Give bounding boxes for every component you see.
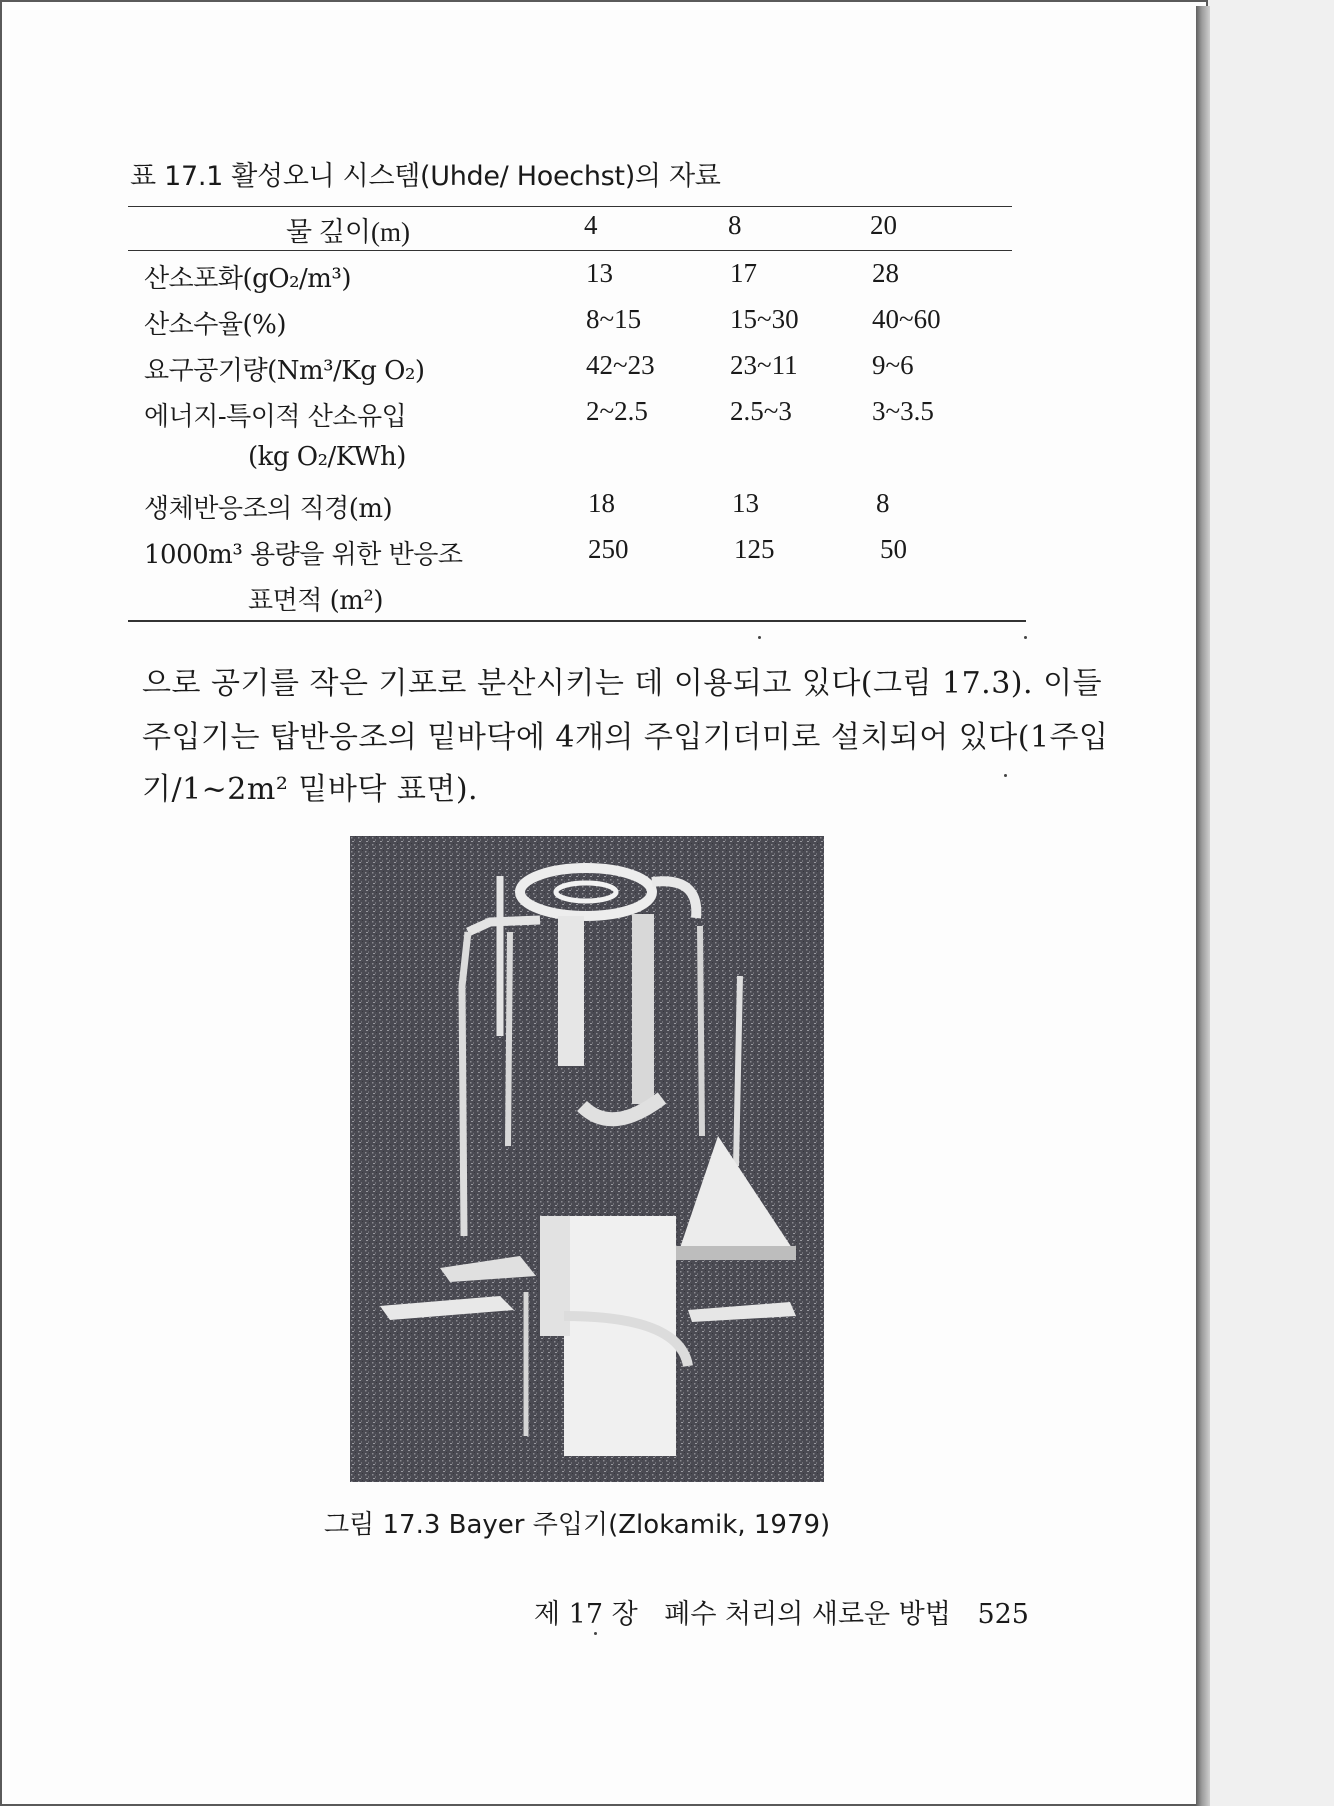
table-row-label: 산소수율(%) bbox=[144, 310, 286, 340]
table-caption: 표 17.1 활성오니 시스템(Uhde/ Hoechst)의 자료 bbox=[130, 161, 721, 192]
footer-title: 폐수 처리의 새로운 방법 bbox=[664, 1599, 951, 1630]
table-cell: 13 bbox=[586, 258, 613, 288]
table-top-rule bbox=[128, 206, 1012, 207]
table-cell: 3~3.5 bbox=[872, 396, 934, 426]
table-row-label-sub: 표면적 (m²) bbox=[248, 586, 383, 616]
speck bbox=[1004, 774, 1007, 777]
speck bbox=[594, 1632, 597, 1635]
footer-page-number: 525 bbox=[977, 1599, 1029, 1630]
table-cell: 9~6 bbox=[872, 350, 914, 380]
table-cell: 40~60 bbox=[872, 304, 941, 334]
table-cell: 2~2.5 bbox=[586, 396, 648, 426]
table-header-depth: 물 깊이(m) bbox=[286, 217, 410, 247]
table-cell: 18 bbox=[588, 488, 615, 518]
table-header-rule bbox=[128, 250, 1012, 251]
footer-chapter: 제 17 장 bbox=[534, 1599, 638, 1630]
table-cell: 50 bbox=[880, 534, 907, 564]
table-header-col-2: 8 bbox=[728, 210, 742, 240]
body-paragraph-line-1: 으로 공기를 작은 기포로 분산시키는 데 이용되고 있다(그림 17.3). 이들 bbox=[142, 666, 1103, 701]
body-paragraph-line-2: 주입기는 탑반응조의 밑바닥에 4개의 주입기더미로 설치되어 있다(1주입 bbox=[142, 720, 1109, 755]
speck bbox=[758, 636, 761, 639]
sparger-photo-illustration bbox=[350, 836, 824, 1482]
table-header-col-3: 20 bbox=[870, 210, 897, 240]
running-footer bbox=[534, 1592, 1047, 1631]
table-cell: 23~11 bbox=[730, 350, 798, 380]
table-header-col-1: 4 bbox=[584, 210, 598, 240]
table-cell: 42~23 bbox=[586, 350, 655, 380]
table-row-label: 에너지-특이적 산소유입 bbox=[144, 402, 407, 432]
figure-caption: 그림 17.3 Bayer 주입기(Zlokamik, 1979) bbox=[324, 1510, 831, 1540]
speck bbox=[1024, 636, 1027, 639]
table-row-label: 요구공기량(Nm³/Kg O₂) bbox=[144, 356, 425, 386]
table-bottom-rule bbox=[128, 620, 1026, 622]
table-cell: 15~30 bbox=[730, 304, 799, 334]
figure-image bbox=[350, 836, 824, 1482]
table-cell: 13 bbox=[732, 488, 759, 518]
table-row-label: 생체반응조의 직경(m) bbox=[144, 494, 393, 524]
table-cell: 125 bbox=[734, 534, 775, 564]
table-cell: 8 bbox=[876, 488, 890, 518]
table-row-label: 1000m³ 용량을 위한 반응조 bbox=[144, 540, 463, 570]
body-paragraph-line-3: 기/1~2m² 밑바닥 표면). bbox=[142, 772, 479, 807]
table-cell: 2.5~3 bbox=[730, 396, 792, 426]
table-row-label-sub: (kg O₂/KWh) bbox=[248, 442, 406, 472]
table-cell: 17 bbox=[730, 258, 757, 288]
table-row-label: 산소포화(gO₂/m³) bbox=[144, 264, 351, 294]
table-cell: 28 bbox=[872, 258, 899, 288]
page-edge-shadow bbox=[1196, 6, 1210, 1806]
table-cell: 8~15 bbox=[586, 304, 642, 334]
table-cell: 250 bbox=[588, 534, 629, 564]
